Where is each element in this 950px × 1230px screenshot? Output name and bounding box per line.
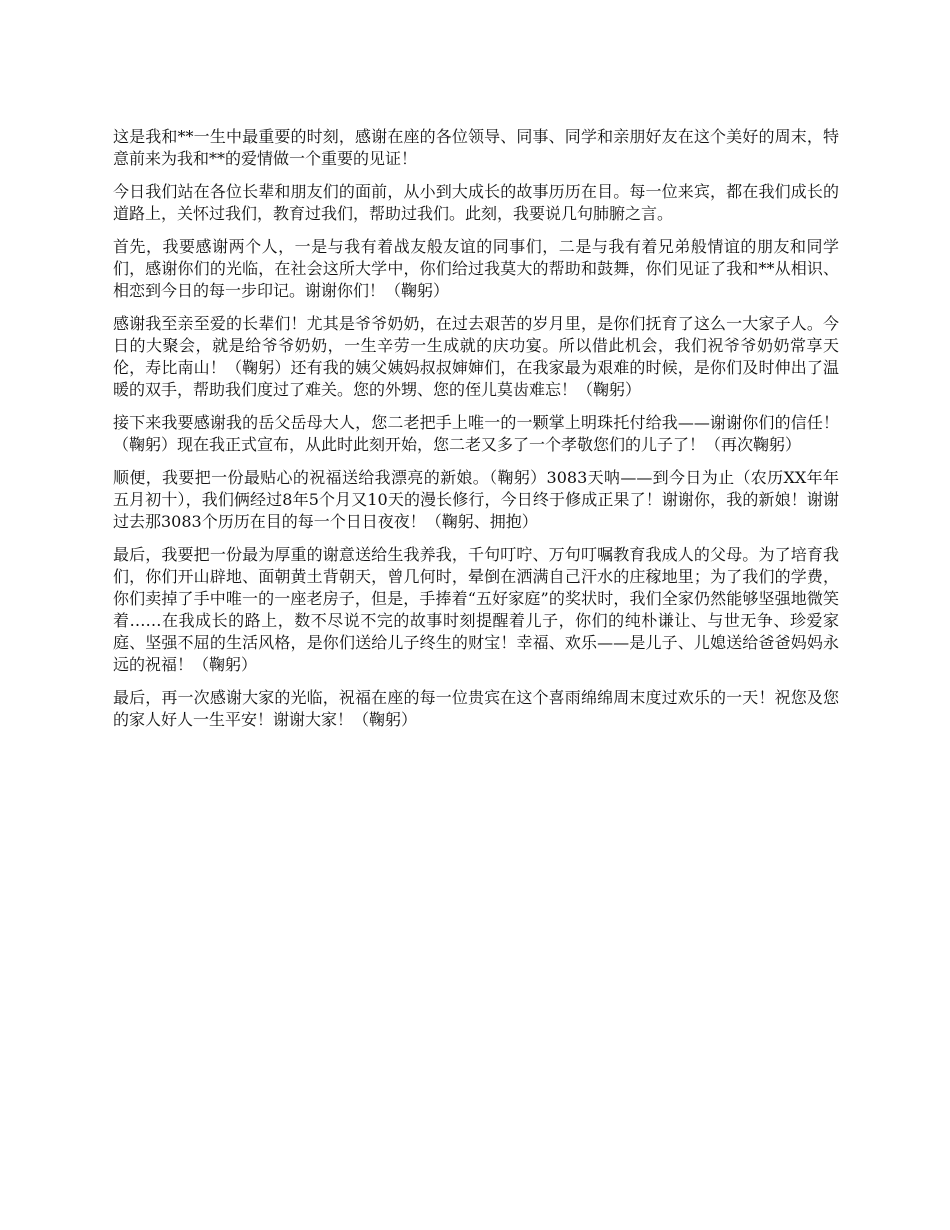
paragraph-2: 今日我们站在各位长辈和朋友们的面前，从小到大成长的故事历历在目。每一位来宾，都在我们成长的道路上，关怀过我们，教育过我们，帮助过我们。此刻，我要说几句肺腑之言。 bbox=[113, 182, 839, 223]
paragraph-8: 最后，再一次感谢大家的光临，祝福在座的每一位贵宾在这个喜雨绵绵周末度过欢乐的一天！祝您及您的家人好人一生平安！谢谢大家！（鞠躬） bbox=[113, 688, 839, 729]
paragraph-5: 接下来我要感谢我的岳父岳母大人，您二老把手上唯一的一颗掌上明珠托付给我——谢谢你们的信任！（鞠躬）现在我正式宣布，从此时此刻开始，您二老又多了一个孝敬您们的儿子了！（再次鞠躬） bbox=[113, 413, 839, 454]
paragraph-7: 最后，我要把一份最为厚重的谢意送给生我养我，千句叮咛、万句叮嘱教育我成人的父母。为了培育我们，你们开山辟地、面朝黄土背朝天，曾几何时，晕倒在洒满自己汗水的庄稼地里；为了我们的学费，你们卖掉了手中唯一的一座老房子，但是，手捧着“五好家庭”的奖状时，我们全家仍然能够坚强地微笑着……在我成长的路上，数不尽说不完的故事时刻提醒着儿子，你们的纯朴谦让、与世无争、珍爱家庭、坚强不屈的生活风格，是你们送给儿子终生的财宝！幸福、欢乐——是儿子、儿媳送给爸爸妈妈永远的祝福！（鞠躬） bbox=[113, 545, 839, 674]
paragraph-3: 首先，我要感谢两个人，一是与我有着战友般友谊的同事们，二是与我有着兄弟般情谊的朋友和同学们，感谢你们的光临，在社会这所大学中，你们给过我莫大的帮助和鼓舞，你们见证了我和**从相识、相恋到今日的每一步印记。谢谢你们！（鞠躬） bbox=[113, 237, 839, 300]
paragraph-6: 顺便，我要把一份最贴心的祝福送给我漂亮的新娘。（鞠躬）3083天呐——到今日为止（农历XX年年五月初十），我们俩经过8年5个月又10天的漫长修行，今日终于修成正果了！谢谢你，我的新娘！谢谢过去那3083个历历在目的每一个日日夜夜！（鞠躬、拥抱） bbox=[113, 468, 839, 531]
paragraph-4: 感谢我至亲至爱的长辈们！尤其是爷爷奶奶，在过去艰苦的岁月里，是你们抚育了这么一大家子人。今日的大聚会，就是给爷爷奶奶，一生辛劳一生成就的庆功宴。所以借此机会，我们祝爷爷奶奶常享天伦，寿比南山！（鞠躬）还有我的姨父姨妈叔叔婶婶们，在我家最为艰难的时候，是你们及时伸出了温暖的双手，帮助我们度过了难关。您的外甥、您的侄儿莫齿难忘！（鞠躬） bbox=[113, 314, 839, 399]
paragraph-1: 这是我和**一生中最重要的时刻，感谢在座的各位领导、同事、同学和亲朋好友在这个美好的周末，特意前来为我和**的爱情做一个重要的见证！ bbox=[113, 127, 839, 168]
document-body bbox=[113, 126, 839, 742]
